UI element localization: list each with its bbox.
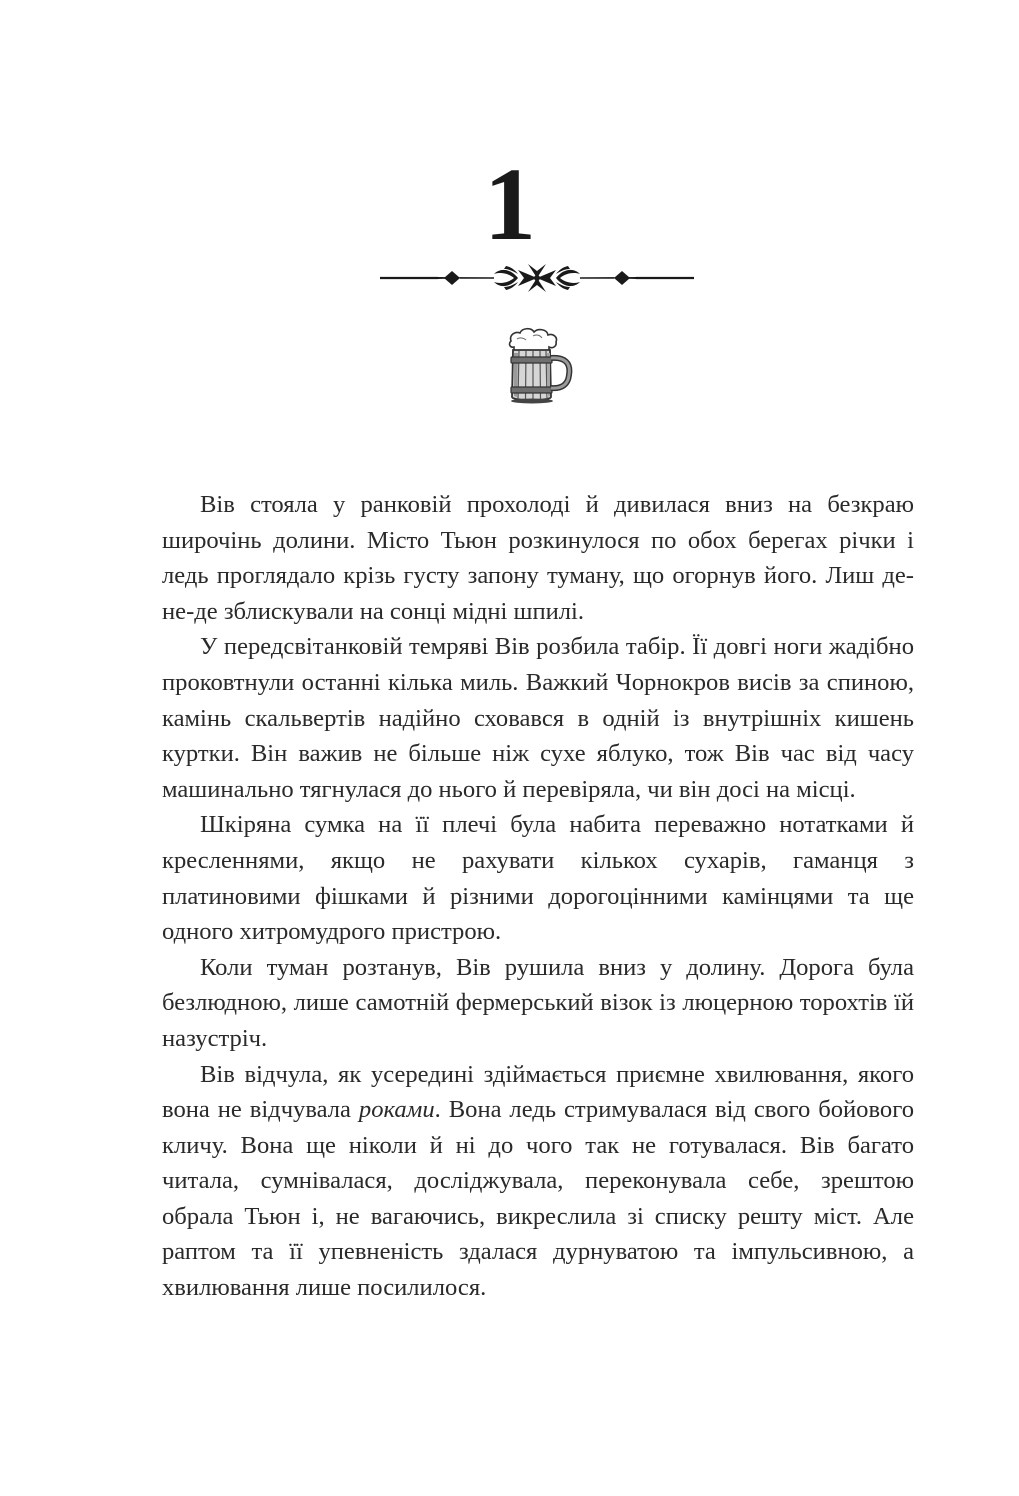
paragraph: Вів стояла у ранковій прохолоді й дивилася вниз на безкраю широчінь долини. Місто Тьюн розкинулося по обох берегах річки і ледь проглядало крізь густу запону туману, що огорнув його. Лиш де-не-де зблискували на сонці мідні шпилі. <box>162 491 914 625</box>
chapter-divider-ornament <box>378 258 696 298</box>
paragraph <box>162 1057 914 1306</box>
paragraph-text: . Вона ледь стримувалася від свого бойового кличу. Вона ще ніколи й ні до чого так не готувалася. Вів багато читала, сумнівалася, досліджувала, переконувала себе, зрештою обрала Тьюн і, не вагаючись, викреслила зі списку решту міст. Але раптом та її упевненість здалася дурнуватою та імпульсивною, а хвилювання лише посилилося. <box>162 1096 914 1302</box>
emphasized-word: роками <box>358 1096 435 1124</box>
chapter-number: 1 <box>484 147 536 262</box>
paragraph: Шкіряна сумка на її плечі була набита переважно нотатками й кресленнями, якщо не рахувати кількох сухарів, гаманця з платиновими фішками й різними дорогоцінними камінцями та ще одного хитромудрого пристрою. <box>162 811 914 946</box>
paragraph-text: Вів відчула, як усередині здіймається приємне хвилювання, якого вона не відчувала <box>162 1060 914 1124</box>
paragraph: Коли туман розтанув, Вів рушила вниз у долину. Дорога була безлюдною, лише самотній фермерський візок із люцерною торохтів їй назустріч. <box>162 953 914 1052</box>
beer-mug-icon <box>505 327 575 407</box>
paragraph: У передсвітанковій темряві Вів розбила табір. Її довгі ноги жадібно проковтнули останні кілька миль. Важкий Чорнокров висів за спиною, камінь скальвертів надійно сховався в одній із внутрішніх кишень куртки. Він важив не більше ніж сухе яблуко, тож Вів час від часу машинально тягнулася до нього й перевіряла, чи він досі на місці. <box>162 633 914 803</box>
chapter-text <box>162 487 914 1306</box>
